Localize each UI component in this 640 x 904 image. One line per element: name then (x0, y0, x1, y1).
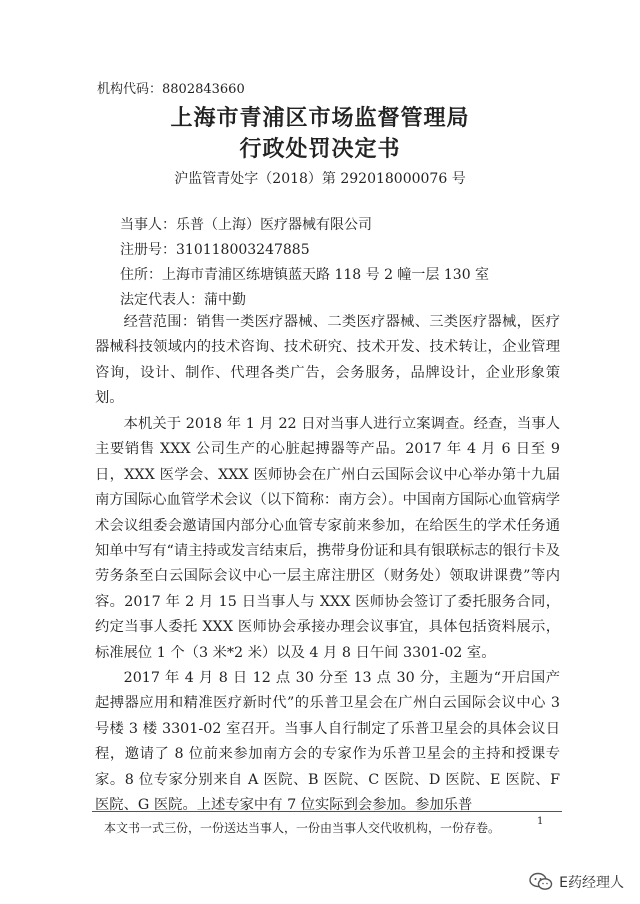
watermark-text: E药经理人 (559, 875, 624, 891)
business-scope-paragraph: 经营范围：销售一类医疗器械、二类医疗器械、三类医疗器械，医疗器械科技领域内的技术咨询、技术研究、技术开发、技术转让，企业管理咨询，设计、制作、代理各类广告，会务服务，品牌设计，企业形象策划。 (95, 314, 560, 407)
wechat-icon (529, 872, 553, 892)
page-number: 1 (537, 816, 544, 827)
investigation-paragraph: 本机关于 2018 年 1 月 22 日对当事人进行立案调查。经查，当事人主要销售 XXX 公司生产的心脏起搏器等产品。2017 年 4 月 6 日至 9 日，XXX 医学会、XXX 医师协会在广州白云国际会议中心举办第十九届南方国际心血管学术会议（以下简称：南方会）。中国南方国际心血管病学术会议组委会邀请国内部分心血管专家前来参加，在给医生的学术任务通知单中写有“请主持或发言结束后，携带身份证和具有银联标志的银行卡及劳务条至白云国际会议中心一层主席注册区（财务处）领取讲课费”等内容。2017 年 2 月 15 日当事人与 XXX 医师协会签订了委托服务合同，约定当事人委托 XXX 医师协会承接办理会议事宜，具体包括资料展示，标准展位 1 个（3 米*2 米）以及 4 月 8 日午间 3301-02 室。 (95, 416, 560, 661)
party-name: 当事人：乐普（上海）医疗器械有限公司 (120, 217, 372, 233)
document-title: 行政处罚决定书 (239, 136, 401, 162)
registration-number: 注册号：310118003247885 (120, 242, 310, 258)
party-address: 住所：上海市青浦区练塘镇蓝天路 118 号 2 幢一层 130 室 (120, 267, 490, 283)
org-code: 机构代码：8802843660 (97, 82, 245, 97)
org-title: 上海市青浦区市场监督管理局 (170, 105, 470, 131)
watermark (529, 872, 624, 892)
footer-divider (92, 811, 562, 812)
legal-representative: 法定代表人：蒲中勤 (120, 292, 246, 308)
footer-note: 本文书一式三份，一份送达当事人，一份由当事人交代收机构，一份存卷。 (104, 821, 501, 835)
document-number: 沪监管青处字（2018）第 292018000076 号 (174, 171, 466, 187)
meeting-paragraph: 2017 年 4 月 8 日 12 点 30 分至 13 点 30 分，主题为“开启国产起搏器应用和精准医疗新时代”的乐普卫星会在广州白云国际会议中心 3 号楼 3 楼 3301-02 室召开。当事人自行制定了乐普卫星会的具体会议日程，邀请了 8 位前来参加南方会的专家作为乐普卫星会的主持和授课专家。8 位专家分别来自 A 医院、B 医院、C 医院、D 医院、E 医院、F 医院、G 医院。上述专家中有 7 位实际到会参加。参加乐普 (95, 670, 560, 814)
